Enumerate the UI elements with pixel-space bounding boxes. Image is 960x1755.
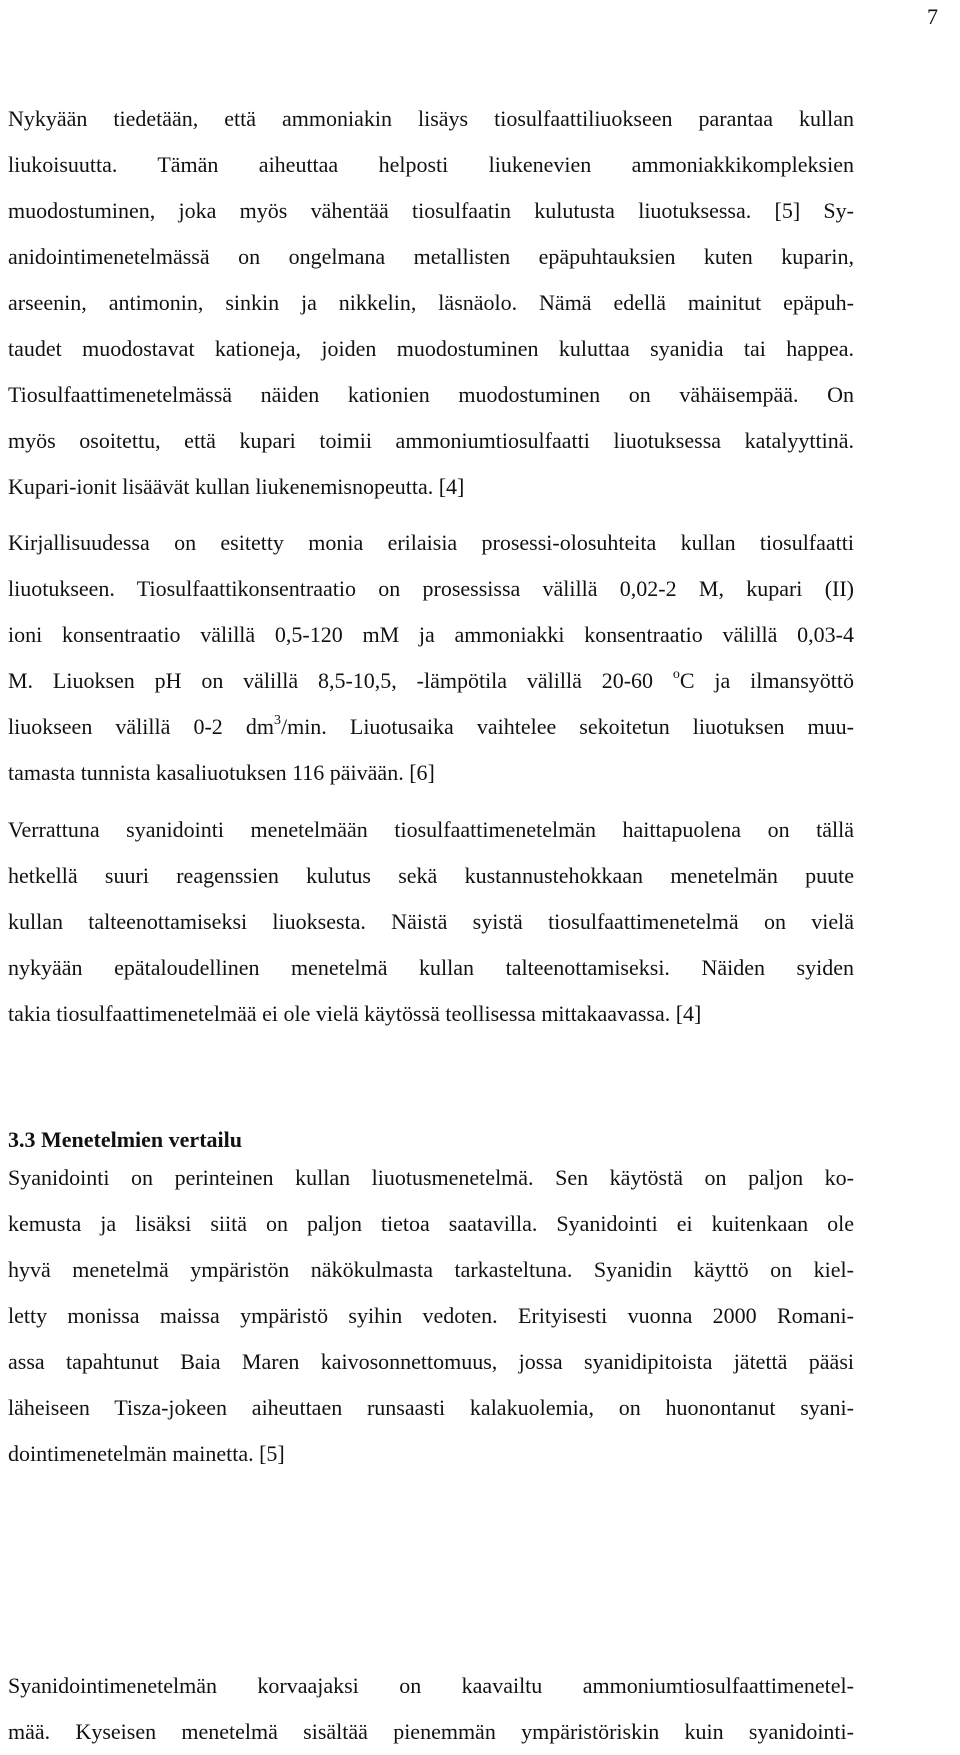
text-line: Kirjallisuudessa on esitetty monia erilaisia prosessi-olosuhteita kullan tiosulfaatti <box>8 530 854 555</box>
text-line: kullan talteenottamiseksi liuoksesta. Näistä syistä tiosulfaattimenetelmä on vielä <box>8 909 854 934</box>
text-line: nykyään epätaloudellinen menetelmä kullan talteenottamiseksi. Näiden syiden <box>8 955 854 980</box>
text-line: Tiosulfaattimenetelmässä näiden kationien muodostuminen on vähäisempää. On <box>8 382 854 407</box>
text-fragment: liuokseen välillä 0-2 dm <box>8 714 274 739</box>
text-line: tamasta tunnista kasaliuotuksen 116 päivään. [6] <box>8 760 435 785</box>
text-line: takia tiosulfaattimenetelmää ei ole vielä käytössä teollisessa mittakaavassa. [4] <box>8 1001 702 1026</box>
text-line: Verrattuna syanidointi menetelmään tiosulfaattimenetelmän haittapuolena on tällä <box>8 817 854 842</box>
text-line: dointimenetelmän mainetta. [5] <box>8 1441 285 1466</box>
text-line: liuotukseen. Tiosulfaattikonsentraatio on prosessissa välillä 0,02-2 M, kupari (II) <box>8 576 854 601</box>
text-line: myös osoitettu, että kupari toimii ammoniumtiosulfaatti liuotuksessa katalyyttinä. <box>8 428 854 453</box>
section-heading: 3.3 Menetelmien vertailu <box>8 1127 242 1152</box>
text-line: muodostuminen, joka myös vähentää tiosulfaatin kulutusta liuotuksessa. [5] Sy- <box>8 198 854 223</box>
text-line: anidointimenetelmässä on ongelmana metallisten epäpuhtauksien kuten kuparin, <box>8 244 854 269</box>
text-line: assa tapahtunut Baia Maren kaivosonnettomuus, jossa syanidipitoista jätettä pääsi <box>8 1349 854 1374</box>
text-line-with-superscript <box>8 658 854 704</box>
page-number: 7 <box>927 4 938 29</box>
text-line: hetkellä suuri reagenssien kulutus sekä kustannustehokkaan menetelmän puute <box>8 863 854 888</box>
paragraph-thiosulfate-drawbacks <box>8 807 854 1037</box>
paragraph-ammonia-thiosulfate <box>8 96 854 510</box>
text-line: taudet muodostavat kationeja, joiden muodostuminen kuluttaa syanidia tai happea. <box>8 336 854 361</box>
paragraph-replacement <box>8 1663 854 1755</box>
text-line: läheiseen Tisza-jokeen aiheuttaen runsaasti kalakuolemia, on huonontanut syani- <box>8 1395 854 1420</box>
text-line: Kupari-ionit lisäävät kullan liukenemisnopeutta. [4] <box>8 474 465 499</box>
text-fragment: M. Liuoksen pH on välillä 8,5-10,5, -lämpötila välillä 20-60 <box>8 668 673 693</box>
paragraph-cyanidation <box>8 1155 854 1477</box>
text-line: ioni konsentraatio välillä 0,5-120 mM ja ammoniakki konsentraatio välillä 0,03-4 <box>8 622 854 647</box>
text-line: letty monissa maissa ympäristö syihin vedoten. Erityisesti vuonna 2000 Romani- <box>8 1303 854 1328</box>
text-line-with-superscript <box>8 704 854 750</box>
text-line: kemusta ja lisäksi siitä on paljon tietoa saatavilla. Syanidointi ei kuitenkaan ole <box>8 1211 854 1236</box>
text-line: Syanidointi on perinteinen kullan liuotusmenetelmä. Sen käytöstä on paljon ko- <box>8 1165 854 1190</box>
text-line: arseenin, antimonin, sinkin ja nikkelin, läsnäolo. Nämä edellä mainitut epäpuh- <box>8 290 854 315</box>
text-line: mää. Kyseisen menetelmä sisältää pienemmän ympäristöriskin kuin syanidointi- <box>8 1719 854 1744</box>
degree-superscript: o <box>672 666 680 682</box>
paragraph-process-conditions <box>8 520 854 796</box>
text-line: Syanidointimenetelmän korvaajaksi on kaavailtu ammoniumtiosulfaattimenetel- <box>8 1673 854 1698</box>
text-fragment: /min. Liuotusaika vaihtelee sekoitetun liuotuksen muu- <box>280 714 854 739</box>
text-line: hyvä menetelmä ympäristön näkökulmasta tarkasteltuna. Syanidin käyttö on kiel- <box>8 1257 854 1282</box>
text-line: Nykyään tiedetään, että ammoniakin lisäys tiosulfaattiliuokseen parantaa kullan <box>8 106 854 131</box>
text-line: liukoisuutta. Tämän aiheuttaa helposti liukenevien ammoniakkikompleksien <box>8 152 854 177</box>
text-fragment: C ja ilmansyöttö <box>679 668 854 693</box>
cubic-superscript: 3 <box>273 712 281 728</box>
